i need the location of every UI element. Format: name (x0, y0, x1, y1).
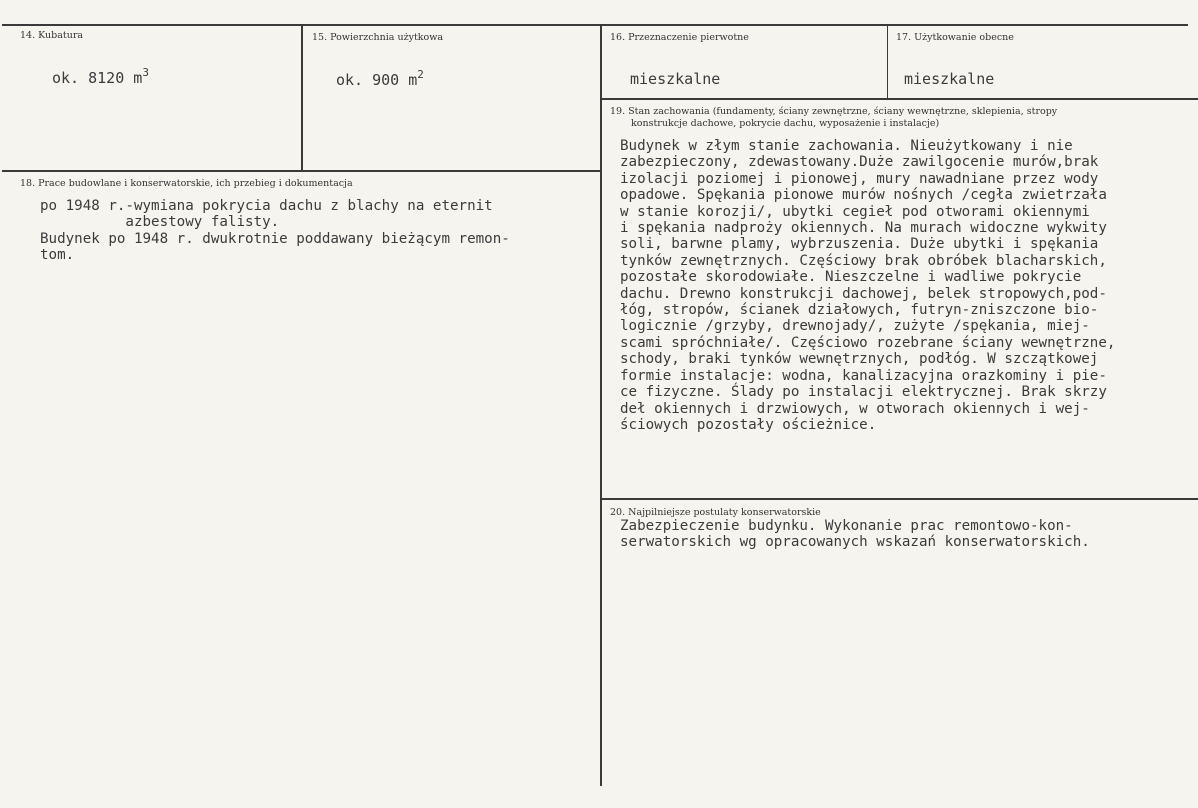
divider-center (600, 24, 602, 786)
field-18-label: 18. Prace budowlane i konserwatorskie, ich przebieg i dokumentacja (20, 178, 353, 189)
field-15-unit-exponent: 2 (417, 68, 424, 81)
divider-field20-top (602, 498, 1198, 500)
field-14-value (52, 66, 149, 87)
divider-16-17 (887, 24, 888, 99)
field-15-value (336, 68, 424, 89)
field-16-value: mieszkalne (630, 70, 721, 88)
field-14-label: 14. Kubatura (20, 30, 84, 41)
field-18-text: po 1948 r.-wymiana pokrycia dachu z blachy na eternit azbestowy falisty. Budynek po 1948 r. dwukrotnie poddawany bieżącym remon- tom. (40, 198, 510, 264)
field-14-unit-exponent: 3 (142, 66, 149, 79)
field-20-text: Zabezpieczenie budynku. Wykonanie prac remontowo-kon- serwatorskich wg opracowanych wskazań konserwatorskich. (620, 518, 1090, 551)
field-14-value-text: ok. 8120 m (52, 69, 143, 87)
field-19-label-line1: 19. Stan zachowania (fundamenty, ściany zewnętrzne, ściany wewnętrzne, sklepienia, stropy (610, 106, 1058, 117)
field-19-text: Budynek w złym stanie zachowania. Nieużytkowany i nie zabezpieczony, zdewastowany.Duże zawilgocenie murów,brak izolacji poziomej i pionowej, mury nawadniane przez wody opadowe. Spękania pionowe murów nośnych /cegła zwietrzała w stanie korozji/, ubytki cegieł pod otworami okiennymi i spękania nadproży okiennych. Na murach widoczne wykwity soli, barwne plamy, wybrzuszenia. Duże ubytki i spękania tynków zewnętrznych. Częściowy brak obróbek blacharskich, pozostałe skorodowiałe. Nieszczelne i wadliwe pokrycie dachu. Drewno konstrukcji dachowej, belek stropowych,pod- łóg, stropów, ścianek działowych, futryn-zniszczone bio- logicznie /grzyby, drewnojady/, zużyte /spękania, miej- scami spróchniałe/. Częściowo rozebrane ściany wewnętrzne, schody, braki tynków wewnętrznych, podłóg. W szczątkowej formie instalacje: wodna, kanalizacyjna orazkominy i pie- ce fizyczne. Ślady po instalacji elektrycznej. Brak skrzy deł okiennych i drzwiowych, w otworach okiennych i wej- ściowych pozostały ościeżnice. (620, 138, 1116, 433)
field-19-label-line2: konstrukcje dachowe, pokrycie dachu, wyposażenie i instalacje) (631, 118, 940, 129)
divider-row1-right (602, 98, 1198, 100)
top-border (2, 24, 1188, 26)
divider-14-15 (301, 24, 303, 171)
field-17-label: 17. Użytkowanie obecne (896, 32, 1014, 43)
field-16-label: 16. Przeznaczenie pierwotne (610, 32, 749, 43)
field-17-value: mieszkalne (904, 70, 995, 88)
field-15-value-text: ok. 900 m (336, 71, 418, 89)
field-20-label: 20. Najpilniejsze postulaty konserwatorskie (610, 507, 821, 518)
field-15-label: 15. Powierzchnia użytkowa (312, 32, 444, 43)
